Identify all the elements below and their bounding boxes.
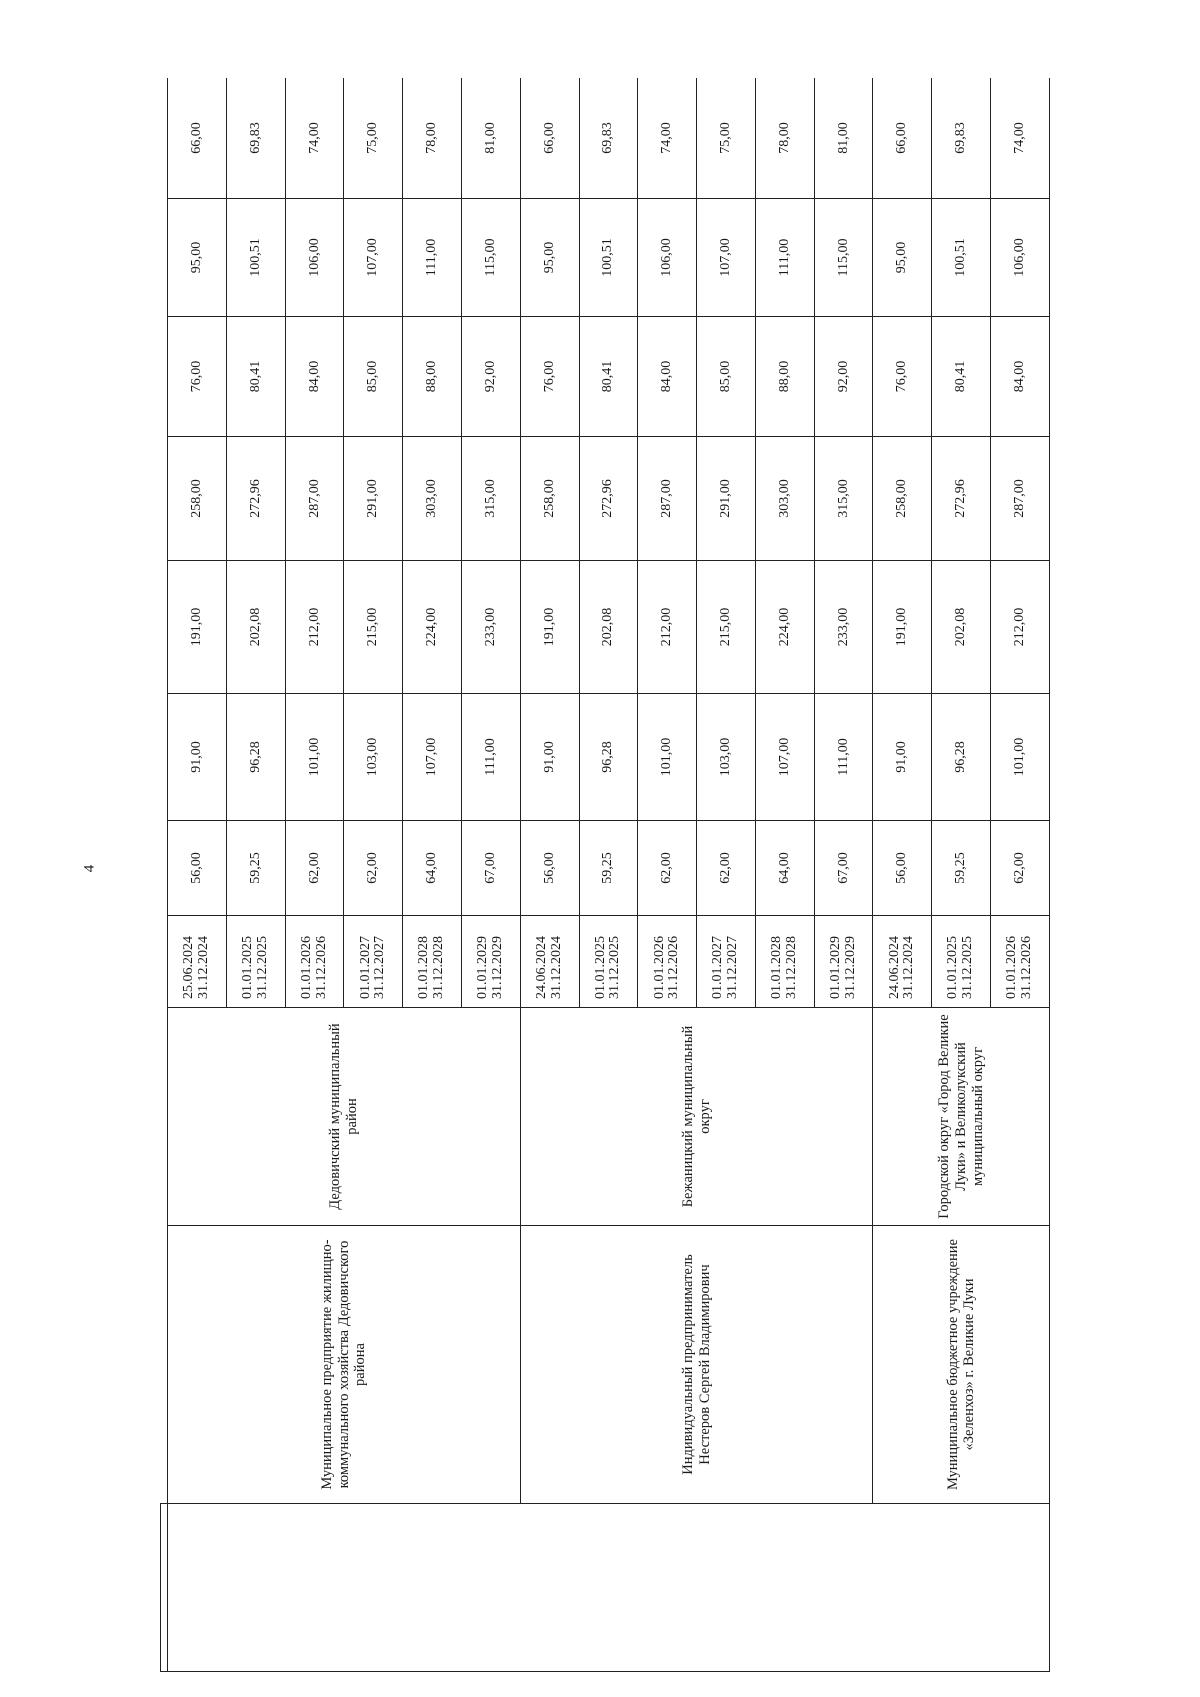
- tariff-value-v4: 272,96: [932, 437, 991, 561]
- period-cell: [344, 916, 403, 1008]
- tariff-value-v3: 212,00: [991, 561, 1050, 694]
- tariff-value-v6: 115,00: [462, 199, 521, 317]
- tariff-value-v2: 111,00: [814, 694, 873, 821]
- tariff-value-v4: 287,00: [638, 437, 697, 561]
- tariff-value-v2: 103,00: [344, 694, 403, 821]
- blank-cell: [161, 78, 168, 1504]
- tariff-value-v1: 59,25: [579, 821, 638, 916]
- period-start: 01.01.2026: [298, 936, 314, 999]
- tariff-value-v6: 111,00: [755, 199, 814, 317]
- period-cell: [755, 916, 814, 1008]
- tariff-value-v1: 67,00: [462, 821, 521, 916]
- period-start: 01.01.2025: [592, 936, 608, 999]
- period-cell: [697, 916, 756, 1008]
- tariff-value-v5: 80,41: [226, 317, 285, 437]
- tariff-value-v3: 191,00: [520, 561, 579, 694]
- tariff-value-v6: 100,51: [579, 199, 638, 317]
- period-start: 01.01.2025: [945, 936, 961, 999]
- organization-cell: Индивидуальный предприниматель Нестеров Сергей Владимирович: [520, 1226, 873, 1504]
- territory-cell: Дедовичский муниципальный район: [168, 1008, 521, 1226]
- tariff-value-v2: 103,00: [697, 694, 756, 821]
- tariff-value-v2: 96,28: [932, 694, 991, 821]
- tariff-value-v1: 62,00: [638, 821, 697, 916]
- tariff-value-v6: 107,00: [344, 199, 403, 317]
- tariff-value-v2: 91,00: [168, 694, 227, 821]
- tariff-value-v4: 287,00: [285, 437, 344, 561]
- tariff-value-v5: 92,00: [462, 317, 521, 437]
- tariff-value-v2: 111,00: [462, 694, 521, 821]
- period-cell: [638, 916, 697, 1008]
- organization-cell: Муниципальное бюджетное учреждение «Зеленхоз» г. Великие Луки: [873, 1226, 1050, 1504]
- tariff-value-v4: 258,00: [520, 437, 579, 561]
- tariff-value-v6: 100,51: [932, 199, 991, 317]
- tariff-value-v2: 107,00: [403, 694, 462, 821]
- period-end: 31.12.2027: [372, 936, 388, 999]
- tariff-value-v6: 95,00: [168, 199, 227, 317]
- period-cell: [873, 916, 932, 1008]
- period-start: 25.06.2024: [181, 936, 197, 999]
- tariff-value-v7: 69,83: [579, 78, 638, 199]
- tariff-value-v2: 91,00: [873, 694, 932, 821]
- period-cell: [285, 916, 344, 1008]
- period-end: 31.12.2024: [548, 936, 564, 999]
- period-end: 31.12.2026: [1019, 936, 1035, 999]
- tariff-value-v7: 78,00: [755, 78, 814, 199]
- period-start: 01.01.2027: [710, 936, 726, 999]
- tariff-value-v1: 56,00: [520, 821, 579, 916]
- tariff-value-v6: 95,00: [520, 199, 579, 317]
- period-end: 31.12.2028: [783, 936, 799, 999]
- period-end: 31.12.2026: [666, 936, 682, 999]
- tariff-value-v5: 85,00: [344, 317, 403, 437]
- tariff-value-v3: 215,00: [697, 561, 756, 694]
- tariff-value-v7: 66,00: [168, 78, 227, 199]
- tariff-value-v3: 215,00: [344, 561, 403, 694]
- period-start: 01.01.2029: [827, 936, 843, 999]
- tariff-value-v1: 64,00: [403, 821, 462, 916]
- tariff-value-v2: 107,00: [755, 694, 814, 821]
- tariff-value-v5: 88,00: [755, 317, 814, 437]
- rotated-table-container: [160, 78, 1050, 1672]
- tariff-value-v6: 111,00: [403, 199, 462, 317]
- tariff-value-v2: 101,00: [991, 694, 1050, 821]
- tariff-value-v1: 59,25: [932, 821, 991, 916]
- page-number: 4: [81, 864, 98, 873]
- territory-cell: Бежаницкий муниципальный округ: [520, 1008, 873, 1226]
- tariff-value-v7: 74,00: [638, 78, 697, 199]
- table-row: [520, 78, 579, 1672]
- tariff-value-v4: 287,00: [991, 437, 1050, 561]
- period-cell: [403, 916, 462, 1008]
- tariff-value-v5: 76,00: [168, 317, 227, 437]
- period-start: 24.06.2024: [533, 936, 549, 999]
- tariff-value-v1: 56,00: [873, 821, 932, 916]
- tariff-value-v3: 191,00: [873, 561, 932, 694]
- tariff-value-v6: 106,00: [991, 199, 1050, 317]
- tariff-value-v1: 62,00: [697, 821, 756, 916]
- tariff-value-v2: 91,00: [520, 694, 579, 821]
- period-cell: [814, 916, 873, 1008]
- tariff-value-v5: 92,00: [814, 317, 873, 437]
- tariff-value-v1: 59,25: [226, 821, 285, 916]
- tariff-value-v7: 74,00: [285, 78, 344, 199]
- period-end: 31.12.2025: [960, 936, 976, 999]
- period-start: 01.01.2027: [357, 936, 373, 999]
- period-cell: [932, 916, 991, 1008]
- table-top-strip: [161, 78, 168, 1672]
- tariff-value-v7: 81,00: [814, 78, 873, 199]
- period-end: 31.12.2025: [607, 936, 623, 999]
- tariff-value-v3: 233,00: [814, 561, 873, 694]
- period-start: 01.01.2026: [651, 936, 667, 999]
- tariff-value-v7: 78,00: [403, 78, 462, 199]
- tariff-value-v5: 76,00: [873, 317, 932, 437]
- period-end: 31.12.2024: [195, 936, 211, 999]
- tariff-value-v2: 96,28: [579, 694, 638, 821]
- tariff-value-v1: 67,00: [814, 821, 873, 916]
- tariff-value-v4: 315,00: [814, 437, 873, 561]
- period-end: 31.12.2025: [254, 936, 270, 999]
- empty-index-cell: [168, 1504, 1050, 1672]
- tariff-value-v4: 291,00: [344, 437, 403, 561]
- tariff-value-v2: 101,00: [638, 694, 697, 821]
- period-cell: [991, 916, 1050, 1008]
- tariff-value-v7: 66,00: [873, 78, 932, 199]
- tariff-value-v3: 233,00: [462, 561, 521, 694]
- period-cell: [168, 916, 227, 1008]
- tariff-value-v6: 100,51: [226, 199, 285, 317]
- tariff-value-v5: 85,00: [697, 317, 756, 437]
- tariff-value-v3: 202,08: [579, 561, 638, 694]
- tariff-value-v4: 303,00: [403, 437, 462, 561]
- period-start: 01.01.2028: [416, 936, 432, 999]
- period-end: 31.12.2026: [313, 936, 329, 999]
- tariff-value-v5: 88,00: [403, 317, 462, 437]
- period-start: 24.06.2024: [886, 936, 902, 999]
- tariff-value-v4: 272,96: [226, 437, 285, 561]
- tariff-value-v4: 258,00: [873, 437, 932, 561]
- tariff-value-v1: 56,00: [168, 821, 227, 916]
- tariff-value-v5: 84,00: [638, 317, 697, 437]
- tariff-value-v5: 76,00: [520, 317, 579, 437]
- tariff-value-v2: 96,28: [226, 694, 285, 821]
- period-end: 31.12.2029: [842, 936, 858, 999]
- tariff-value-v3: 212,00: [638, 561, 697, 694]
- tariff-value-v6: 115,00: [814, 199, 873, 317]
- tariff-value-v4: 258,00: [168, 437, 227, 561]
- tariff-value-v6: 107,00: [697, 199, 756, 317]
- tariff-value-v2: 101,00: [285, 694, 344, 821]
- period-start: 01.01.2028: [769, 936, 785, 999]
- period-start: 01.01.2025: [240, 936, 256, 999]
- tariff-value-v5: 84,00: [285, 317, 344, 437]
- tariff-table: [160, 78, 1050, 1672]
- tariff-value-v7: 69,83: [226, 78, 285, 199]
- table-row: [168, 78, 227, 1672]
- blank-cell: [161, 1504, 168, 1672]
- tariff-value-v4: 303,00: [755, 437, 814, 561]
- period-end: 31.12.2029: [489, 936, 505, 999]
- period-cell: [462, 916, 521, 1008]
- tariff-value-v5: 80,41: [932, 317, 991, 437]
- tariff-value-v7: 66,00: [520, 78, 579, 199]
- tariff-value-v5: 80,41: [579, 317, 638, 437]
- period-cell: [226, 916, 285, 1008]
- tariff-value-v7: 81,00: [462, 78, 521, 199]
- tariff-value-v7: 75,00: [697, 78, 756, 199]
- tariff-value-v3: 224,00: [755, 561, 814, 694]
- period-start: 01.01.2026: [1004, 936, 1020, 999]
- tariff-value-v1: 62,00: [344, 821, 403, 916]
- period-end: 31.12.2028: [431, 936, 447, 999]
- tariff-value-v1: 62,00: [285, 821, 344, 916]
- tariff-value-v3: 202,08: [226, 561, 285, 694]
- tariff-value-v1: 64,00: [755, 821, 814, 916]
- tariff-value-v3: 202,08: [932, 561, 991, 694]
- tariff-value-v7: 74,00: [991, 78, 1050, 199]
- period-end: 31.12.2024: [901, 936, 917, 999]
- period-cell: [520, 916, 579, 1008]
- organization-cell: Муниципальное предприятие жилищно-коммунального хозяйства Дедовичского района: [168, 1226, 521, 1504]
- period-start: 01.01.2029: [475, 936, 491, 999]
- tariff-value-v5: 84,00: [991, 317, 1050, 437]
- tariff-value-v7: 75,00: [344, 78, 403, 199]
- tariff-value-v1: 62,00: [991, 821, 1050, 916]
- tariff-value-v4: 291,00: [697, 437, 756, 561]
- tariff-value-v6: 95,00: [873, 199, 932, 317]
- territory-cell: Городской округ «Город Великие Луки» и Великолукский муниципальный округ: [873, 1008, 1050, 1226]
- table-row: [873, 78, 932, 1672]
- period-cell: [579, 916, 638, 1008]
- tariff-value-v4: 315,00: [462, 437, 521, 561]
- tariff-value-v3: 224,00: [403, 561, 462, 694]
- tariff-value-v6: 106,00: [285, 199, 344, 317]
- tariff-value-v3: 191,00: [168, 561, 227, 694]
- tariff-value-v6: 106,00: [638, 199, 697, 317]
- tariff-value-v4: 272,96: [579, 437, 638, 561]
- tariff-value-v3: 212,00: [285, 561, 344, 694]
- period-end: 31.12.2027: [725, 936, 741, 999]
- tariff-value-v7: 69,83: [932, 78, 991, 199]
